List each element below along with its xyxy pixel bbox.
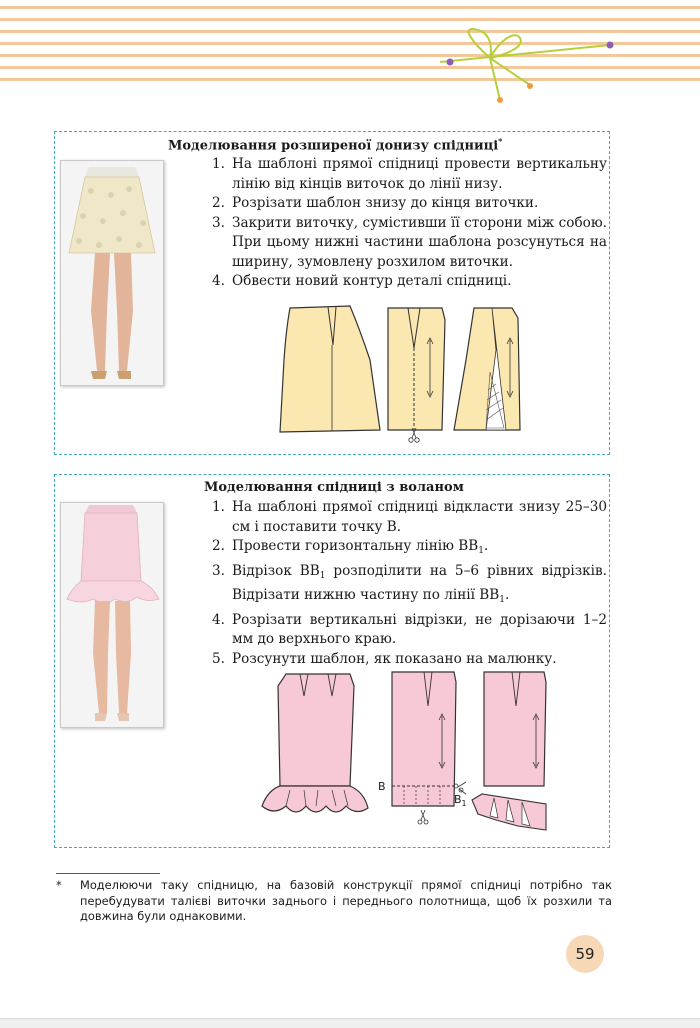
- footnote: * Моделюючи таку спідницю, на базовій конструкції прямої спідниці потрібно так перебудувати талієві виточки заднього і переднього полотнища, щоб їх розхили та довжина були однаковими.: [56, 878, 612, 923]
- section2-steps: [212, 498, 607, 669]
- scissors-icon: [418, 810, 428, 824]
- section1-title: Моделювання розширеної донизу спідниці*: [168, 136, 503, 154]
- ribbon-bow-icon: [0, 0, 700, 110]
- header-stripes: [0, 0, 700, 95]
- flared-skirt-photo: [60, 160, 164, 386]
- section1-step: 4. Обвести новий контур деталі спідниці.: [212, 273, 512, 289]
- section2-step: 2. Провести горизонтальну лінію $ВВ_1$.: [212, 538, 489, 556]
- section1-steps: [212, 155, 607, 292]
- section2-step: 1. На шаблоні прямої спідниці відкласти знизу 25–30 см і поставити точку В.: [212, 499, 607, 535]
- footnote-divider: [56, 873, 160, 874]
- section1-step: 1. На шаблоні прямої спідниці провести вертикальну лінію від кінців виточок до лінії низу.: [212, 156, 607, 192]
- label-b1: $B_1$: [454, 793, 467, 808]
- section2-title: Моделювання спідниці з воланом: [204, 480, 464, 495]
- section1-step: 2. Розрізати шаблон знизу до кінця виточки.: [212, 195, 539, 211]
- section1-step: 3. Закрити виточку, сумістивши її сторони між собою. При цьому нижні частини шаблона розсунуться на ширину, зумовлену розхилом виточки.: [212, 214, 607, 270]
- ruffle-skirt-pattern-diagram: [256, 666, 606, 836]
- flared-skirt-pattern-diagram: [270, 300, 590, 450]
- section2-step: 5. Розсунути шаблон, як показано на малюнку.: [212, 650, 557, 667]
- ruffle-skirt-photo: [60, 502, 164, 728]
- label-b: B: [378, 780, 386, 793]
- section2-step: 3. Відрізок $ВВ_1$ розподілити на 5–6 рівних відрізків. Відрізати нижню частину по лінії $ВВ_1$.: [212, 562, 607, 605]
- page-number: 59: [566, 935, 604, 973]
- section2-step: 4. Розрізати вертикальні відрізки, не дорізаючи 1–2 мм до верхнього краю.: [212, 611, 607, 647]
